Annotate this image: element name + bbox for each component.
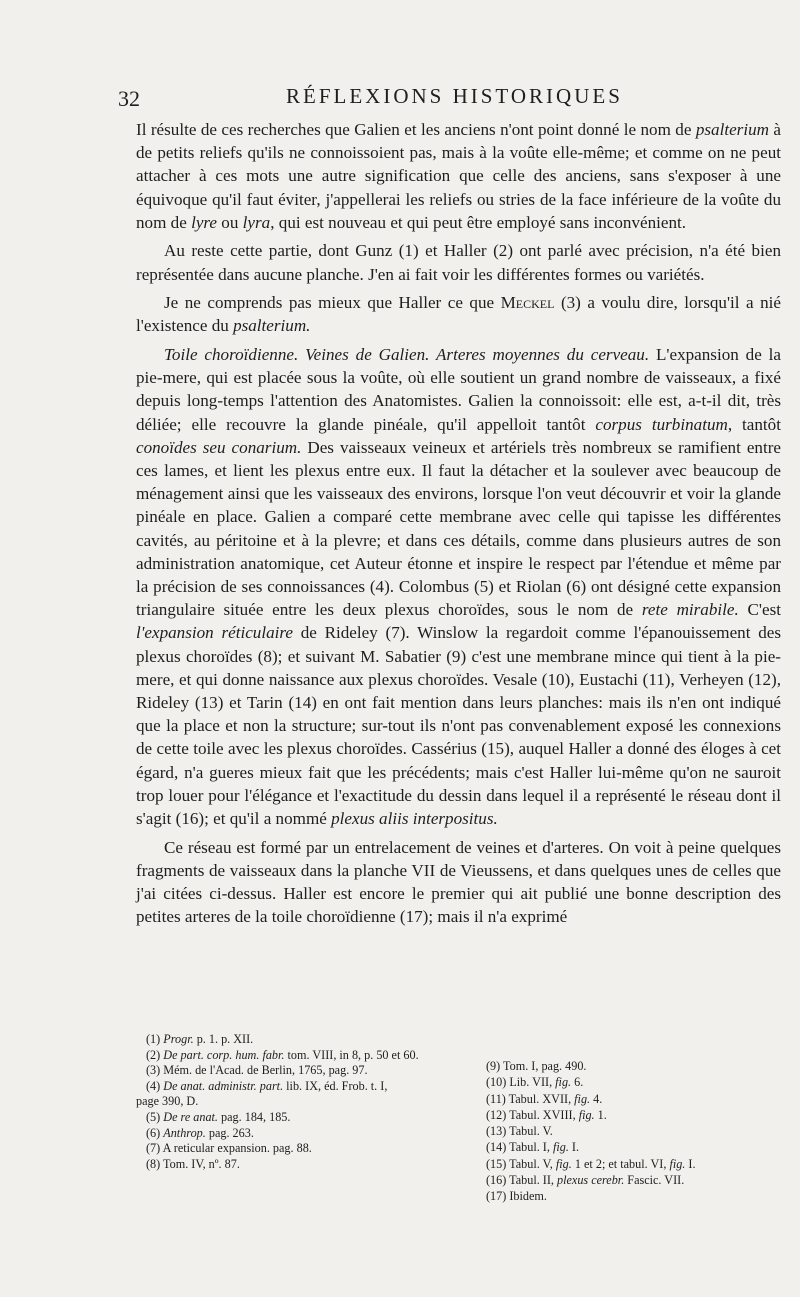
text-run: L'expansion de la pie-mere, qui est placée sous la voûte, où elle soutient un grand nombre de vaisseaux, a fixé depuis long-temps l'attention des Anatomistes. Galien la connoissoit: elle est, a-t-il dit, très déliée; elle recouvre la glande pinéale, qu'il appelloit tantôt bbox=[136, 345, 781, 434]
text-run: (10) Lib. VII, bbox=[486, 1075, 556, 1090]
page-header bbox=[118, 84, 758, 112]
text-run: tom. VIII, in 8, p. 50 et 60. bbox=[284, 1047, 419, 1062]
text-run: lib. IX, éd. Frob. t. I, bbox=[283, 1078, 388, 1093]
text-run: page 390, D. bbox=[136, 1094, 199, 1109]
italic-text: fig. bbox=[574, 1091, 591, 1106]
footnote bbox=[146, 1032, 476, 1048]
italic-text: fig. bbox=[669, 1156, 686, 1171]
footnotes-right-column bbox=[486, 1058, 786, 1205]
text-run: 4. bbox=[590, 1091, 603, 1106]
footnote bbox=[146, 1079, 476, 1095]
footnote bbox=[486, 1172, 786, 1188]
running-title: RÉFLEXIONS HISTORIQUES bbox=[286, 84, 623, 108]
italic-text: plexus cerebr. bbox=[557, 1173, 625, 1188]
italic-text: Toile choroïdienne. Veines de Galien. Arteres moyennes du cerveau. bbox=[164, 345, 650, 364]
italic-text: psalterium. bbox=[233, 316, 311, 336]
italic-text: lyra bbox=[242, 212, 271, 232]
text-run: (3) Mém. de l'Acad. de Berlin, 1765, pag. 97. bbox=[146, 1063, 368, 1078]
footnote bbox=[486, 1123, 786, 1139]
text-run: (6) bbox=[146, 1125, 164, 1140]
italic-text: l'expansion réticulaire bbox=[136, 623, 293, 643]
text-run: I. bbox=[568, 1140, 580, 1155]
text-run: ou bbox=[217, 212, 243, 232]
footnote bbox=[146, 1157, 476, 1173]
text-run: (13) Tabul. V. bbox=[486, 1124, 553, 1139]
text-run: , qui est nouveau et qui peut être employé sans inconvénient. bbox=[270, 212, 687, 232]
footnote bbox=[486, 1156, 786, 1172]
text-run: Je ne comprends pas mieux que Haller ce que bbox=[164, 293, 501, 313]
text-run: (7) A reticular expansion. pag. 88. bbox=[146, 1141, 312, 1156]
footnote bbox=[146, 1141, 476, 1157]
italic-text: fig. bbox=[578, 1107, 595, 1122]
italic-text: Anthrop. bbox=[163, 1125, 206, 1140]
text-run: Fascic. VII. bbox=[624, 1173, 685, 1188]
text-run: (1) bbox=[146, 1032, 164, 1046]
italic-text: corpus turbinatum bbox=[595, 414, 728, 434]
text-run: C'est bbox=[738, 600, 781, 620]
italic-text: fig. bbox=[555, 1075, 572, 1090]
footnote bbox=[486, 1074, 786, 1090]
text-run: I. bbox=[685, 1156, 696, 1171]
text-run: (15) Tabul. V, bbox=[486, 1156, 556, 1171]
footnote bbox=[486, 1091, 786, 1107]
paragraph bbox=[136, 291, 781, 337]
text-run: à de petits reliefs qu'ils ne connoissoient pas, mais à la voûte elle-même; et comme on ne peut attacher à ces mots une autre signification que celle des anciens, sans s'exposer à une équivoque qu'il faut éviter, j'appellerai les reliefs ou stries de la face inférieure de la voûte du nom de bbox=[136, 120, 781, 232]
footnote bbox=[136, 1094, 476, 1110]
text-run: Des vaisseaux veineux et artériels très nombreux se ramifient entre ces lames, et lient les plexus entre eux. Il faut la détacher et la soulever avec beaucoup de ménagement ainsi que les vaisseaux des environs, lorsque l'on veut découvrir et voir la glande pinéale en place. Galien a comparé cette membrane avec celle qui tapisse les différentes cavités, au péritoine et à la plevre; et dans ces détails, comme dans plusieurs autres de son administration anatomique, cet Auteur étonne et inspire le respect par l'étendue et même par la précision de ses connoissances (4). Colombus (5) et Riolan (6) ont désigné cette expansion triangulaire située entre les deux plexus choroïdes, sous le nom de bbox=[136, 437, 781, 620]
italic-text: De re anat. bbox=[163, 1109, 218, 1124]
text-run: (4) bbox=[146, 1078, 164, 1093]
text-run: (17) Ibidem. bbox=[486, 1189, 547, 1204]
footnote bbox=[486, 1058, 786, 1074]
text-run: 6. bbox=[571, 1075, 584, 1090]
italic-text: plexus aliis interpositus. bbox=[331, 809, 498, 829]
text-run: (11) Tabul. XVII, bbox=[486, 1091, 575, 1106]
page-number: 32 bbox=[118, 86, 140, 111]
small-caps-text: Meckel bbox=[500, 293, 555, 313]
paragraph bbox=[136, 239, 781, 285]
footnote bbox=[146, 1126, 476, 1142]
text-run: (9) Tom. I, pag. 490. bbox=[486, 1059, 587, 1073]
text-run: de Rideley (7). Winslow la regardoit comme l'épanouissement des plexus choroïdes (8); et suivant M. Sabatier (9) c'est une membrane mince qui tient à la pie-mere, et qui donne naissance aux plexus choroïdes. Vesale (10), Eustachi (11), Verheyen (12), Rideley (13) et Tarin (14) en ont fait mention dans leurs planches: mais ils n'en ont indiqué que la place et non la structure; sur-tout ils n'ont pas convenablement exposé les connexions de cette toile avec les plexus choroïdes. Cassérius (15), auquel Haller a donné des éloges à cet égard, n'a gueres mieux fait que les précédents; mais c'est Haller lui-même qu'on ne sauroit trop louer pour l'élégance et l'exactitude du dessin dans lequel il a représenté le réseau dont il s'agit (16); et qu'il a nommé bbox=[136, 623, 782, 829]
paragraph bbox=[136, 343, 781, 830]
text-run: (16) Tabul. II, bbox=[486, 1173, 558, 1188]
paragraph bbox=[136, 118, 781, 234]
text-run: (8) Tom. IV, nº. 87. bbox=[146, 1156, 240, 1171]
text-run: Ce réseau est formé par un entrelacement de veines et d'arteres. On voit à peine quelques fragments de vaisseaux dans la planche VII de Vieussens, et dans quelques unes de celles que j'ai citées ci-dessus. Haller est encore le premier qui ait publié une bonne description des petites arteres de la toile choroïdienne (17); mais il n'a exprimé bbox=[136, 837, 781, 927]
footnote bbox=[486, 1107, 786, 1123]
italic-text: rete mirabile. bbox=[641, 600, 739, 620]
footnote bbox=[146, 1110, 476, 1126]
footnote bbox=[146, 1063, 476, 1079]
text-run: (3) a voulu dire, lorsqu'il a nié l'existence du bbox=[136, 293, 781, 336]
text-run: pag. 184, 185. bbox=[217, 1109, 291, 1124]
italic-text: fig. bbox=[552, 1140, 569, 1155]
footnote bbox=[486, 1188, 786, 1204]
text-run: 1 et 2; et tabul. VI, bbox=[571, 1156, 670, 1171]
italic-text: De part. corp. hum. fabr. bbox=[163, 1047, 285, 1062]
text-run: (2) bbox=[146, 1047, 164, 1062]
body-text bbox=[136, 118, 781, 934]
text-run: 1. bbox=[594, 1107, 607, 1122]
text-run: pag. 263. bbox=[205, 1125, 254, 1140]
text-run: (12) Tabul. XVIII, bbox=[486, 1107, 579, 1122]
text-run: Au reste cette partie, dont Gunz (1) et Haller (2) ont parlé avec précision, n'a été bien représentée dans aucune planche. J'en ai fait voir les différentes formes ou variétés. bbox=[136, 241, 781, 284]
italic-text: psalterium bbox=[695, 120, 769, 139]
italic-text: fig. bbox=[555, 1156, 572, 1171]
italic-text: Progr. bbox=[163, 1032, 194, 1046]
text-run: Il résulte de ces recherches que Galien et les anciens n'ont point donné le nom de bbox=[136, 120, 696, 139]
text-run: p. 1. p. XII. bbox=[193, 1032, 254, 1046]
text-run: , tantôt bbox=[727, 414, 781, 434]
text-run: (5) bbox=[146, 1109, 164, 1124]
paragraph bbox=[136, 836, 781, 929]
text-run: (14) Tabul. I, bbox=[486, 1140, 553, 1155]
italic-text: lyre bbox=[191, 212, 218, 232]
italic-text: De anat. administr. part. bbox=[163, 1078, 284, 1093]
italic-text: conoïdes seu conarium. bbox=[136, 437, 302, 457]
footnotes-left-column bbox=[136, 1032, 476, 1172]
footnote bbox=[486, 1139, 786, 1155]
footnote bbox=[146, 1048, 476, 1064]
